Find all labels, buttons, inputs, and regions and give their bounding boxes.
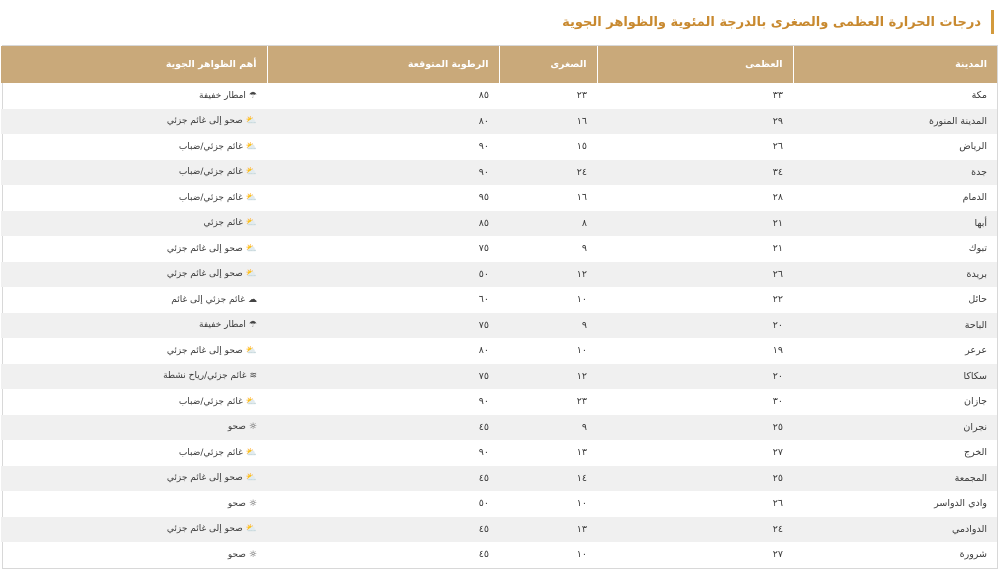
condition-text: غائم جزئي — [203, 218, 243, 229]
condition-text: صحو — [227, 498, 246, 509]
partly-cloudy-icon: ⛅ — [245, 524, 257, 535]
cell-humidity: ٥٠ — [267, 262, 499, 288]
table-row — [1, 262, 997, 288]
table-row — [1, 440, 997, 466]
wind-icon: ≋ — [249, 371, 257, 382]
cell-min: ١٠ — [576, 549, 587, 561]
rain-icon: ☂ — [248, 320, 257, 331]
cell-humidity: ٨٥ — [267, 211, 499, 237]
cell-city: شرورة — [959, 549, 987, 561]
cell-city: الباحة — [793, 313, 997, 339]
cell-humidity: ٧٥ — [267, 313, 499, 339]
cell-humidity: ٩٠ — [478, 141, 489, 153]
condition-text: صحو — [227, 422, 246, 433]
cell-city: نجران — [793, 415, 997, 441]
cell-city: جازان — [964, 396, 987, 408]
sun-icon: ☼ — [248, 549, 257, 560]
table-row — [1, 134, 997, 160]
cell-max: ٣٣ — [772, 90, 783, 102]
cell-city: الخرج — [963, 447, 987, 459]
condition-text: امطار خفيفة — [199, 320, 246, 331]
weather-table — [1, 46, 997, 568]
table-row — [1, 491, 997, 517]
table-row — [1, 415, 997, 441]
cell-max: ٢٧ — [772, 447, 783, 459]
cell-max: ٢٩ — [597, 109, 793, 135]
cell-condition — [1, 338, 267, 364]
cell-humidity: ٨٠ — [478, 345, 489, 357]
condition-text: غائم جزئي/ضباب — [178, 167, 243, 178]
cell-condition — [1, 466, 267, 492]
cell-min: ١٠ — [576, 345, 587, 357]
cell-humidity: ٩٥ — [478, 192, 489, 204]
sun-icon: ☼ — [248, 422, 257, 433]
cell-city: حائل — [968, 294, 987, 306]
page-title-block — [562, 10, 994, 34]
cell-humidity: ٧٥ — [478, 243, 489, 255]
condition-text: صحو إلى غائم جزئي — [166, 524, 243, 535]
cell-humidity: ٦٠ — [478, 294, 489, 306]
column-header-city: المدينة — [793, 46, 997, 83]
cell-min: ١٢ — [499, 364, 597, 390]
partly-cloudy-icon: ⛅ — [245, 167, 257, 178]
cell-max: ٢٥ — [597, 466, 793, 492]
cell-humidity: ٨٥ — [478, 90, 489, 102]
cell-min: ٩ — [499, 313, 597, 339]
cell-max: ٣٠ — [772, 396, 783, 408]
cell-max: ٢٦ — [597, 262, 793, 288]
cell-min: ١٣ — [576, 447, 587, 459]
condition-text: صحو إلى غائم جزئي — [166, 269, 243, 280]
table-row — [1, 517, 997, 543]
cell-condition — [1, 83, 267, 109]
cell-min: ١٦ — [576, 192, 587, 204]
cell-max: ٢٦ — [772, 498, 783, 510]
table-row — [1, 389, 997, 415]
cell-min: ٩ — [581, 243, 587, 255]
cell-condition — [1, 160, 267, 186]
cell-min: ١٣ — [499, 517, 597, 543]
cell-min: ٢٣ — [576, 396, 587, 408]
cell-max: ١٩ — [772, 345, 783, 357]
cell-humidity: ٥٠ — [478, 498, 489, 510]
weather-table-container — [2, 45, 998, 569]
partly-cloudy-icon: ⛅ — [245, 269, 257, 280]
cell-city: جدة — [793, 160, 997, 186]
condition-text: غائم جزئي إلى غائم — [171, 294, 245, 305]
column-header-max: العظمى — [597, 46, 793, 83]
cell-min: ١٠ — [576, 294, 587, 306]
cell-min: ٩ — [499, 415, 597, 441]
cell-max: ٢٠ — [597, 364, 793, 390]
cell-humidity: ٤٥ — [267, 517, 499, 543]
table-row — [1, 160, 997, 186]
partly-cloudy-icon: ⛅ — [245, 447, 257, 458]
cell-max: ٢١ — [597, 211, 793, 237]
cell-condition — [1, 109, 267, 135]
cell-min: ١٤ — [499, 466, 597, 492]
condition-text: صحو إلى غائم جزئي — [166, 345, 243, 356]
cell-humidity: ٧٥ — [267, 364, 499, 390]
cell-city: أبها — [793, 211, 997, 237]
cell-min: ٢٤ — [499, 160, 597, 186]
table-row — [1, 466, 997, 492]
cell-humidity: ٩٠ — [478, 396, 489, 408]
table-body — [1, 83, 997, 568]
partly-cloudy-icon: ⛅ — [245, 192, 257, 203]
condition-text: صحو — [227, 549, 246, 560]
cell-min: ٢٣ — [576, 90, 587, 102]
cell-max: ٣٤ — [597, 160, 793, 186]
table-row — [1, 236, 997, 262]
cell-min: ١٥ — [576, 141, 587, 153]
cell-city: الدوادمي — [793, 517, 997, 543]
condition-text: غائم جزئي/ضباب — [178, 192, 243, 203]
table-row — [1, 338, 997, 364]
cell-condition — [1, 287, 267, 313]
condition-text: صحو إلى غائم جزئي — [166, 116, 243, 127]
cell-max: ٢٠ — [597, 313, 793, 339]
table-row — [1, 211, 997, 237]
cell-condition — [1, 389, 267, 415]
cell-city: الرياض — [959, 141, 987, 153]
cell-city: تبوك — [968, 243, 987, 255]
table-header-row — [1, 46, 997, 83]
partly-cloudy-icon: ⛅ — [245, 345, 257, 356]
cell-condition — [1, 440, 267, 466]
cell-city: المدينة المنورة — [793, 109, 997, 135]
column-header-condition: أهم الظواهر الجوية — [1, 46, 267, 83]
cell-min: ١٦ — [499, 109, 597, 135]
cell-min: ٨ — [499, 211, 597, 237]
table-row — [1, 185, 997, 211]
cell-condition — [1, 517, 267, 543]
cell-humidity: ٤٥ — [267, 415, 499, 441]
column-header-min: الصغرى — [499, 46, 597, 83]
table-row — [1, 313, 997, 339]
cell-condition — [1, 313, 267, 339]
condition-text: غائم جزئي/رياح نشطة — [163, 371, 247, 382]
condition-text: غائم جزئي/ضباب — [178, 141, 243, 152]
table-row — [1, 83, 997, 109]
cell-condition — [1, 185, 267, 211]
condition-text: غائم جزئي/ضباب — [178, 396, 243, 407]
cell-condition — [1, 262, 267, 288]
cell-condition — [1, 211, 267, 237]
condition-text: غائم جزئي/ضباب — [178, 447, 243, 458]
cell-max: ٢٢ — [772, 294, 783, 306]
partly-cloudy-icon: ⛅ — [245, 473, 257, 484]
partly-cloudy-icon: ⛅ — [245, 396, 257, 407]
table-row — [1, 287, 997, 313]
cell-condition — [1, 134, 267, 160]
cell-humidity: ٩٠ — [478, 447, 489, 459]
condition-text: امطار خفيفة — [199, 90, 246, 101]
cell-city: الدمام — [962, 192, 987, 204]
table-row — [1, 542, 997, 568]
partly-cloudy-icon: ⛅ — [245, 116, 257, 127]
cell-max: ٢٦ — [772, 141, 783, 153]
condition-text: صحو إلى غائم جزئي — [166, 473, 243, 484]
rain-icon: ☂ — [248, 90, 257, 101]
cell-city: مكة — [971, 90, 987, 102]
cell-condition — [1, 364, 267, 390]
cell-max: ٢٤ — [597, 517, 793, 543]
cell-humidity: ٨٠ — [267, 109, 499, 135]
partly-cloudy-icon: ⛅ — [245, 141, 257, 152]
cell-humidity: ٤٥ — [478, 549, 489, 561]
table-row — [1, 109, 997, 135]
sun-icon: ☼ — [248, 498, 257, 509]
page-title: درجات الحرارة العظمى والصغرى بالدرجة المئوية والظواهر الجوية — [562, 14, 981, 30]
cloud-icon: ☁ — [248, 294, 257, 305]
cloud-sun-icon: ⛅ — [245, 218, 257, 229]
cell-min: ١٢ — [499, 262, 597, 288]
condition-text: صحو إلى غائم جزئي — [166, 243, 243, 254]
cell-city: سكاكا — [793, 364, 997, 390]
cell-humidity: ٤٥ — [267, 466, 499, 492]
cell-condition — [1, 542, 267, 568]
table-row — [1, 364, 997, 390]
cell-city: المجمعة — [793, 466, 997, 492]
cell-max: ٢٨ — [772, 192, 783, 204]
cell-condition — [1, 415, 267, 441]
cell-max: ٢٥ — [597, 415, 793, 441]
cell-city: بريدة — [793, 262, 997, 288]
cell-max: ٢٧ — [772, 549, 783, 561]
cell-min: ١٠ — [576, 498, 587, 510]
cell-city: وادي الدواسر — [934, 498, 987, 510]
column-header-humidity: الرطوبة المتوقعة — [267, 46, 499, 83]
cell-city: عرعر — [965, 345, 987, 357]
cell-condition — [1, 236, 267, 262]
partly-cloudy-icon: ⛅ — [245, 243, 257, 254]
cell-condition — [1, 491, 267, 517]
cell-humidity: ٩٠ — [267, 160, 499, 186]
cell-max: ٢١ — [772, 243, 783, 255]
